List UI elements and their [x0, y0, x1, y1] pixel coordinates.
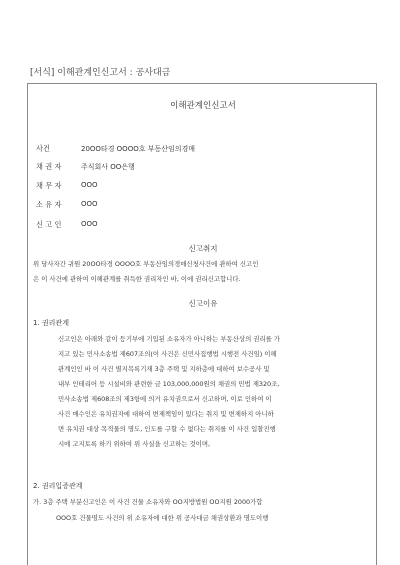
reporter-label: 신 고 인 — [36, 220, 62, 229]
owner-label: 소 유 자 — [36, 200, 62, 209]
section-1-line: 사건 매수인은 유치권자에 대하여 변제책임이 있다는 취지 및 변제하지 아니하 — [58, 410, 274, 418]
section-1-line: 관계인인 바 이 사건 별지목록기재 3층 주택 및 지하층에 대하여 보수공사 및 — [58, 365, 270, 373]
creditor-value: 주식회사 OO은행 — [81, 163, 135, 171]
form-title: 이해관계인신고서 — [170, 101, 236, 111]
section-1-line: 민사소송법 제608조의 제3항에 의거 유치권으로서 신고하며, 이로 인하여 이 — [58, 395, 272, 403]
section-1-line: 내부 인테리어 등 시설비와 관련한 금 103,000,000원의 채권의 민법 제320조, — [58, 380, 280, 388]
debtor-label: 채 무 자 — [36, 181, 62, 190]
section-1-title: 1. 권리관계 — [33, 319, 69, 327]
section-1-line: 면 유치권 대상 목적물의 명도, 인도를 구할 수 없다는 취지를 이 사건 입찰진행 — [58, 425, 276, 433]
section-1-line: 지고 있는 민사소송법 제607조의(이 사건은 신민사집행법 시행전 사건임) 이해 — [58, 350, 277, 358]
case-value: 20OO타경 OOOO호 부동산임의경매 — [81, 145, 196, 153]
section-1-line: 시에 고지토록 하기 위하여 위 사실을 신고하는 것이며, — [58, 440, 211, 448]
reason-title: 신고이유 — [188, 299, 218, 308]
purpose-line: 은 이 사건에 관하여 이해관계를 취득한 권리자인 바, 이에 권리신고합니다. — [33, 275, 241, 283]
reporter-value: OOO — [81, 220, 98, 228]
section-2-line: OOO호 건물명도 사건의 위 소유자에 대한 위 공사대금 채권상환과 명도이행 — [56, 514, 269, 522]
form-frame — [27, 83, 377, 565]
case-label: 사건 — [36, 144, 50, 153]
purpose-line: 위 당사자간 귀원 20OO타경 OOOO호 부동산임의경매신청사건에 관하여 신고인 — [33, 260, 259, 268]
purpose-title: 신고취지 — [188, 244, 218, 253]
document-header: [서식] 이해관계인신고서 : 공사대금 — [30, 68, 171, 78]
section-1-line: 신고인은 아래와 같이 등기부에 기입된 소유자가 아니하는 부동산상의 권리를 가 — [58, 335, 281, 343]
section-2-line: 가. 3층 주택 부분신고인은 이 사건 건물 소유자와 OO지방법원 OO지원 2000가합 — [33, 498, 263, 506]
owner-value: OOO — [81, 200, 98, 208]
creditor-label: 채 권 자 — [36, 162, 62, 171]
debtor-value: OOO — [81, 181, 98, 189]
section-2-title: 2. 권리입증관계 — [33, 482, 83, 490]
